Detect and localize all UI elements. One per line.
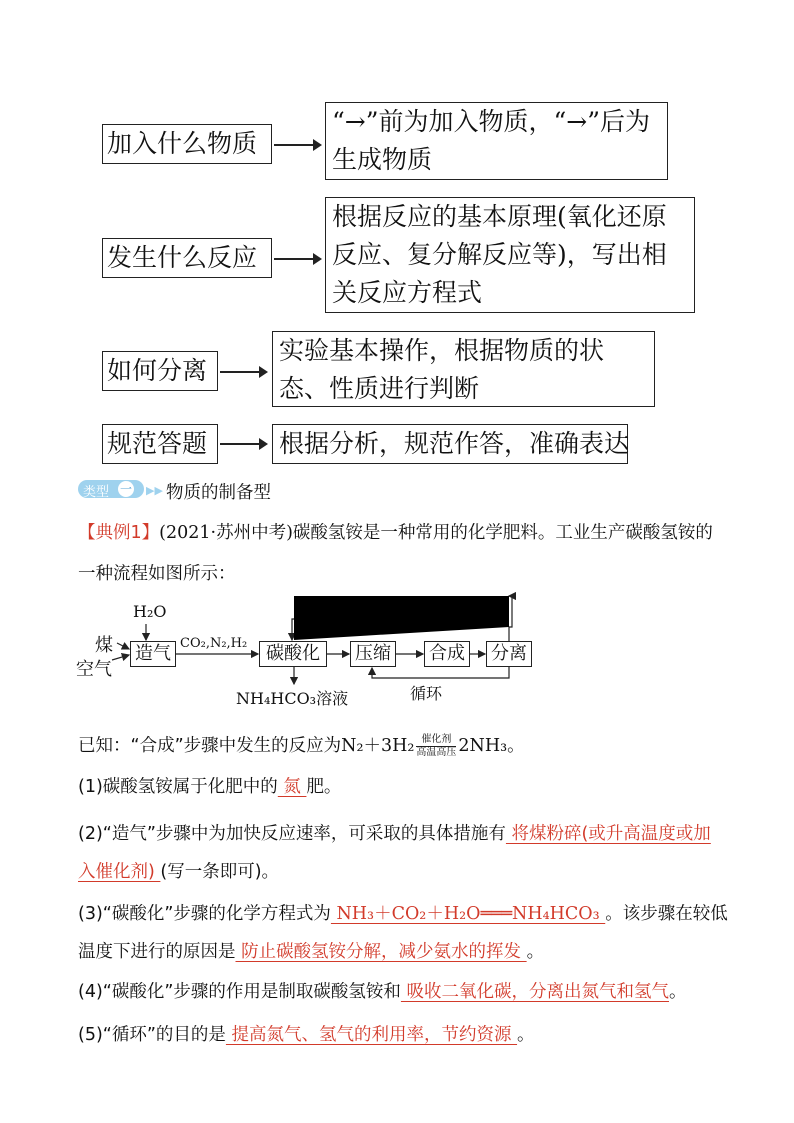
flow-product: NH₄HCO₃溶液: [236, 689, 349, 708]
question-4: (4)“碳酸化”步骤的作用是制取碳酸氢铵和 吸收二氧化碳，分离出氮气和氢气。: [78, 982, 687, 1002]
summary-desc-1: “→”前为加入物质，“→”后为生成物质: [325, 102, 668, 180]
summary-label-1: 加入什么物质: [102, 124, 272, 164]
summary-label-2: 发生什么反应: [102, 238, 272, 278]
play-arrows-icon: ▶▶: [146, 484, 163, 497]
question-2: (2)“造气”步骤中为加快反应速率，可采取的具体措施有 将煤粉碎(或升高温度或加入催化剂) (写一条即可)。: [78, 824, 711, 882]
section-type-tag: 类型 一: [78, 480, 144, 498]
reaction-condition: 催化剂 高温高压: [416, 734, 457, 758]
flow-h2o-top: H₂O: [133, 602, 167, 621]
flow-box-zaoqi: 造气: [130, 641, 176, 667]
question-5: (5)“循环”的目的是 提高氮气、氢气的利用率，节约资源 。: [78, 1025, 535, 1045]
summary-label-3: 如何分离: [102, 351, 218, 391]
flow-air: 空气: [76, 659, 112, 680]
section-number-badge: 一: [119, 482, 132, 496]
question-1: (1)碳酸氢铵属于化肥中的 氮 肥。: [78, 777, 342, 797]
answer-5: 提高氮气、氢气的利用率，节约资源: [225, 1025, 518, 1045]
summary-desc-4: 根据分析，规范作答，准确表达: [272, 424, 628, 464]
flow-gases: CO₂,N₂,H₂: [180, 636, 248, 651]
flow-box-hecheng: 合成: [424, 641, 470, 667]
answer-1: 氮: [277, 777, 307, 797]
flow-coal: 煤: [95, 635, 113, 656]
question-3: (3)“碳酸化”步骤的化学方程式为 NH₃＋CO₂＋H₂O═══NH₄HCO₃ 。该步骤在较低温度下进行的原因是 防止碳酸氢铵分解，减少氨水的挥发 。: [78, 904, 728, 962]
flow-box-fenli: 分离: [486, 641, 532, 667]
flow-xunhuan: 循环: [410, 684, 443, 703]
flow-box-yasuo: 压缩: [350, 641, 396, 667]
answer-3a: NH₃＋CO₂＋H₂O═══NH₄HCO₃: [330, 904, 606, 924]
answer-4: 吸收二氧化碳，分离出氮气和氢气: [400, 982, 669, 1002]
summary-label-4: 规范答题: [102, 424, 218, 464]
answer-2: 将煤粉碎(或升高温度或加入催化剂): [78, 824, 711, 882]
example-intro: 【典例1】(2021·苏州中考)碳酸氢铵是一种常用的化学肥料。工业生产碳酸氢铵的一种流程如图所示：: [78, 523, 713, 584]
known-reaction: 已知：“合成”步骤中发生的反应为N₂＋3H₂ 催化剂 高温高压 2NH₃。: [78, 734, 525, 758]
answer-3b: 防止碳酸氢铵分解，减少氨水的挥发: [235, 942, 527, 962]
summary-desc-2: 根据反应的基本原理(氧化还原反应、复分解反应等)，写出相关反应方程式: [325, 197, 695, 313]
summary-desc-3: 实验基本操作，根据物质的状态、性质进行判断: [272, 331, 655, 407]
section-title: 物质的制备型: [166, 483, 271, 503]
flow-box-tanhua: 碳酸化: [259, 641, 327, 667]
example-label: 【典例1】: [78, 523, 160, 543]
